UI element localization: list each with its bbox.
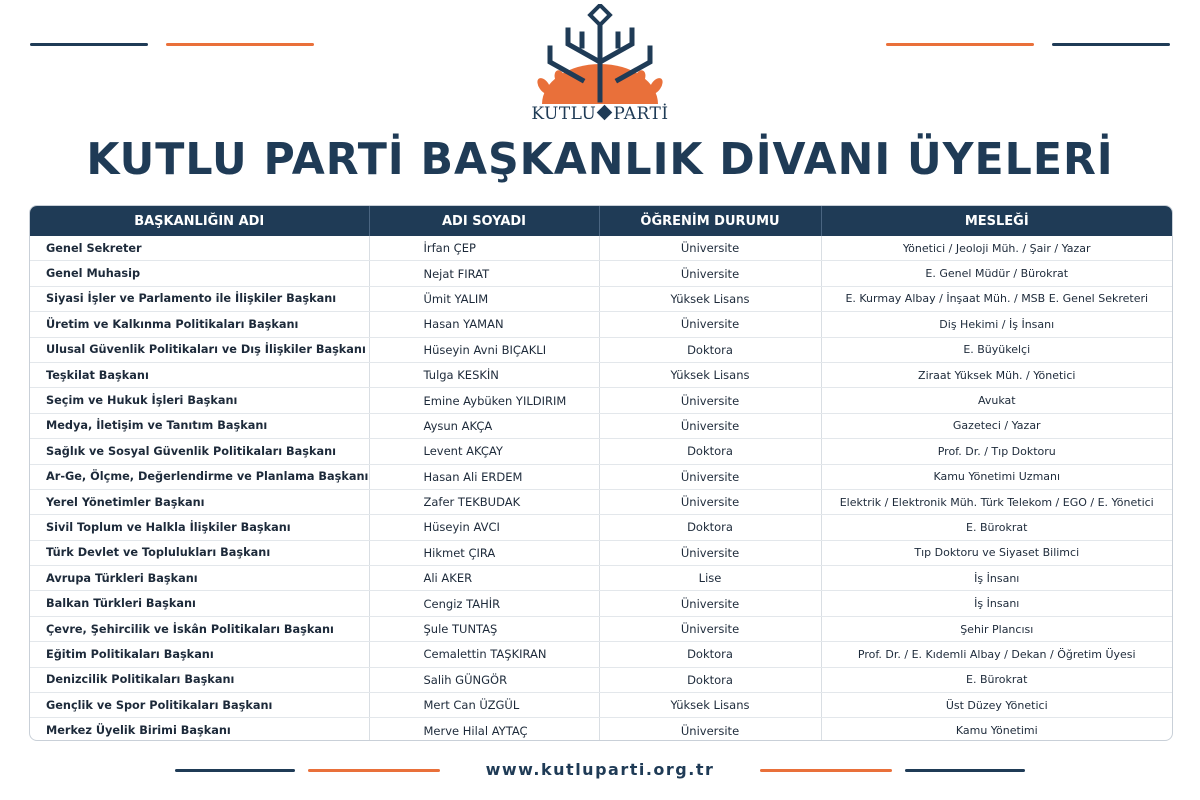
cell-profession: Gazeteci / Yazar: [821, 413, 1172, 438]
cell-title: Sağlık ve Sosyal Güvenlik Politikaları Başkanı: [30, 439, 369, 464]
cell-profession: E. Bürokrat: [821, 515, 1172, 540]
cell-name: Hikmet ÇIRA: [369, 540, 599, 565]
cell-education: Üniversite: [599, 718, 821, 741]
diamond-icon: [597, 105, 613, 121]
table-row: [30, 388, 1172, 413]
cell-education: Doktora: [599, 642, 821, 667]
cell-education: Üniversite: [599, 388, 821, 413]
cell-education: Lise: [599, 566, 821, 591]
cell-title: Siyasi İşler ve Parlamento ile İlişkiler Başkanı: [30, 286, 369, 311]
cell-name: Merve Hilal AYTAÇ: [369, 718, 599, 741]
cell-title: Ar-Ge, Ölçme, Değerlendirme ve Planlama Başkanı: [30, 464, 369, 489]
cell-name: Hasan YAMAN: [369, 312, 599, 337]
decorative-line: [175, 769, 295, 772]
decorative-line: [905, 769, 1025, 772]
table-row: [30, 464, 1172, 489]
cell-education: Üniversite: [599, 540, 821, 565]
cell-title: Eğitim Politikaları Başkanı: [30, 642, 369, 667]
header-name: ADI SOYADI: [369, 206, 599, 236]
cell-title: Medya, İletişim ve Tanıtım Başkanı: [30, 413, 369, 438]
cell-name: Ümit YALIM: [369, 286, 599, 311]
decorative-line: [1052, 43, 1170, 46]
cell-name: Mert Can ÜZGÜL: [369, 693, 599, 718]
cell-education: Doktora: [599, 667, 821, 692]
cell-education: Üniversite: [599, 464, 821, 489]
cell-education: Üniversite: [599, 413, 821, 438]
cell-title: Teşkilat Başkanı: [30, 362, 369, 387]
cell-name: Nejat FIRAT: [369, 261, 599, 286]
cell-name: Hasan Ali ERDEM: [369, 464, 599, 489]
cell-profession: E. Genel Müdür / Bürokrat: [821, 261, 1172, 286]
cell-name: Zafer TEKBUDAK: [369, 489, 599, 514]
cell-name: Salih GÜNGÖR: [369, 667, 599, 692]
cell-education: Üniversite: [599, 312, 821, 337]
cell-title: Balkan Türkleri Başkanı: [30, 591, 369, 616]
cell-profession: E. Kurmay Albay / İnşaat Müh. / MSB E. Genel Sekreteri: [821, 286, 1172, 311]
cell-profession: E. Büyükelçi: [821, 337, 1172, 362]
cell-education: Üniversite: [599, 489, 821, 514]
cell-name: Şule TUNTAŞ: [369, 616, 599, 641]
page-title: KUTLU PARTİ BAŞKANLIK DİVANI ÜYELERİ: [86, 134, 1114, 185]
cell-title: Türk Devlet ve Toplulukları Başkanı: [30, 540, 369, 565]
cell-title: Ulusal Güvenlik Politikaları ve Dış İlişkiler Başkanı: [30, 337, 369, 362]
members-table: [29, 205, 1173, 741]
table-row: [30, 515, 1172, 540]
table-row: [30, 489, 1172, 514]
cell-title: Sivil Toplum ve Halkla İlişkiler Başkanı: [30, 515, 369, 540]
table-row: [30, 337, 1172, 362]
logo-wordmark: [500, 104, 700, 124]
table-row: [30, 439, 1172, 464]
cell-name: Tulga KESKİN: [369, 362, 599, 387]
cell-title: Merkez Üyelik Birimi Başkanı: [30, 718, 369, 741]
table-header-row: [30, 206, 1172, 236]
cell-profession: Prof. Dr. / E. Kıdemli Albay / Dekan / Öğretim Üyesi: [821, 642, 1172, 667]
cell-title: Üretim ve Kalkınma Politikaları Başkanı: [30, 312, 369, 337]
header-title: BAŞKANLIĞIN ADI: [30, 206, 369, 236]
table-row: [30, 413, 1172, 438]
cell-profession: Tıp Doktoru ve Siyaset Bilimci: [821, 540, 1172, 565]
cell-education: Üniversite: [599, 236, 821, 261]
cell-title: Denizcilik Politikaları Başkanı: [30, 667, 369, 692]
cell-title: Çevre, Şehircilik ve İskân Politikaları Başkanı: [30, 616, 369, 641]
cell-name: Cemalettin TAŞKIRAN: [369, 642, 599, 667]
cell-title: Yerel Yönetimler Başkanı: [30, 489, 369, 514]
cell-profession: Yönetici / Jeoloji Müh. / Şair / Yazar: [821, 236, 1172, 261]
logo-text-right: PARTİ: [613, 104, 669, 124]
cell-profession: İş İnsanı: [821, 591, 1172, 616]
cell-profession: Elektrik / Elektronik Müh. Türk Telekom / EGO / E. Yönetici: [821, 489, 1172, 514]
cell-name: Hüseyin Avni BIÇAKLI: [369, 337, 599, 362]
table-row: [30, 591, 1172, 616]
cell-profession: Şehir Plancısı: [821, 616, 1172, 641]
cell-title: Seçim ve Hukuk İşleri Başkanı: [30, 388, 369, 413]
cell-education: Doktora: [599, 515, 821, 540]
cell-profession: Avukat: [821, 388, 1172, 413]
table-row: [30, 286, 1172, 311]
cell-education: Doktora: [599, 337, 821, 362]
cell-profession: Kamu Yönetimi: [955, 724, 1038, 738]
table-row: [30, 718, 1172, 741]
decorative-line: [30, 43, 148, 46]
cell-name: Ali AKER: [369, 566, 599, 591]
logo-text-left: KUTLU: [531, 104, 597, 124]
table-row: [30, 312, 1172, 337]
table-row: [30, 616, 1172, 641]
table-row: [30, 362, 1172, 387]
cell-name: Cengiz TAHİR: [369, 591, 599, 616]
website-url[interactable]: www.kutluparti.org.tr: [485, 760, 715, 779]
cell-name: İrfan ÇEP: [369, 236, 599, 261]
cell-education: Doktora: [599, 439, 821, 464]
cell-education: Üniversite: [599, 591, 821, 616]
cell-profession: Prof. Dr. / Tıp Doktoru: [821, 439, 1172, 464]
cell-profession: Ziraat Yüksek Müh. / Yönetici: [821, 362, 1172, 387]
cell-title: Genel Sekreter: [30, 236, 369, 261]
header-profession: MESLEĞİ: [821, 206, 1172, 236]
cell-education: Yüksek Lisans: [599, 362, 821, 387]
table-row: [30, 693, 1172, 718]
table-row: [30, 642, 1172, 667]
table-row: [30, 566, 1172, 591]
cell-profession: İş İnsanı: [821, 566, 1172, 591]
cell-profession: Diş Hekimi / İş İnsanı: [821, 312, 1172, 337]
table-row: [30, 667, 1172, 692]
decorative-line: [886, 43, 1034, 46]
cell-title: Gençlik ve Spor Politikaları Başkanı: [30, 693, 369, 718]
cell-profession: E. Bürokrat: [821, 667, 1172, 692]
cell-title: Avrupa Türkleri Başkanı: [30, 566, 369, 591]
cell-title: Genel Muhasip: [30, 261, 369, 286]
table-row: [30, 540, 1172, 565]
cell-education: Yüksek Lisans: [599, 693, 821, 718]
cell-name: Hüseyin AVCI: [369, 515, 599, 540]
cell-education: Üniversite: [599, 616, 821, 641]
cell-name: Levent AKÇAY: [369, 439, 599, 464]
cell-name: Emine Aybüken YILDIRIM: [369, 388, 599, 413]
cell-name: Aysun AKÇA: [369, 413, 599, 438]
cell-education: Yüksek Lisans: [599, 286, 821, 311]
decorative-line: [166, 43, 314, 46]
cell-profession: Kamu Yönetimi Uzmanı: [821, 464, 1172, 489]
cell-profession: Üst Düzey Yönetici: [821, 693, 1172, 718]
decorative-line: [308, 769, 440, 772]
cell-education: Üniversite: [599, 261, 821, 286]
table-row: [30, 261, 1172, 286]
table-row: [30, 236, 1172, 261]
header-education: ÖĞRENİM DURUMU: [599, 206, 821, 236]
decorative-line: [760, 769, 892, 772]
